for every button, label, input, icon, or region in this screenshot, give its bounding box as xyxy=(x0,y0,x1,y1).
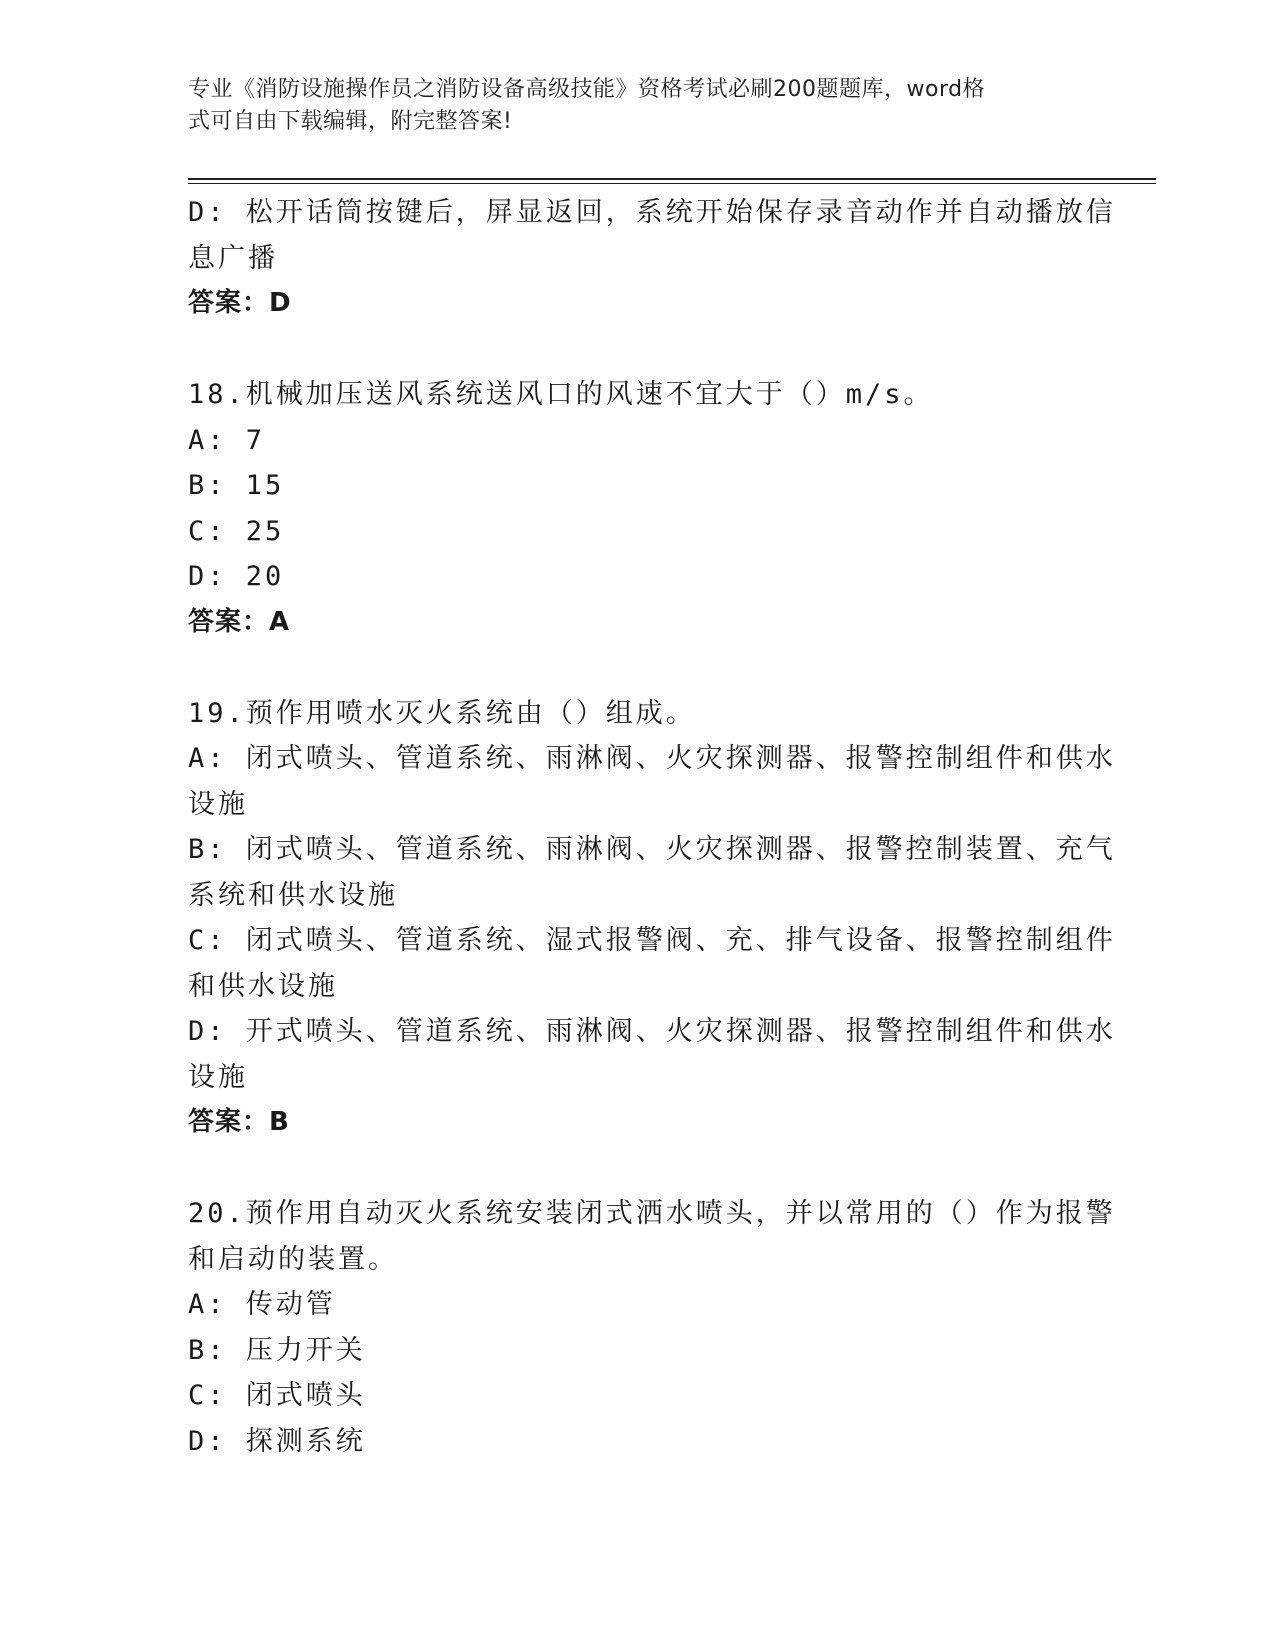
question-19 xyxy=(188,691,1116,1146)
option-c: C: 25 xyxy=(188,515,285,547)
option-c: C: 闭式喷头 xyxy=(188,1380,366,1411)
option-d: D: 20 xyxy=(188,561,285,592)
question-stem-line-1: 20.预作用自动灭火系统安装闭式洒水喷头，并以常用的（）作为报警 xyxy=(188,1198,1116,1229)
header-line-1: 专业《消防设施操作员之消防设备高级技能》资格考试必刷200题题库，word格 xyxy=(188,77,986,102)
option-b: B: 压力开关 xyxy=(188,1334,366,1366)
option-a-line-1: A: 闭式喷头、管道系统、雨淋阀、火灾探测器、报警控制组件和供水 xyxy=(188,743,1116,774)
question-20 xyxy=(188,1191,1116,1464)
option-b-line-2: 系统和供水设施 xyxy=(188,879,398,911)
option-b: B: 15 xyxy=(188,470,285,501)
header-line-2: 式可自由下载编辑，附完整答案! xyxy=(188,109,513,134)
answer-label: 答案：B xyxy=(188,1107,290,1137)
answer-label: 答案：D xyxy=(188,288,292,318)
option-d: D: 探测系统 xyxy=(188,1425,366,1457)
option-d-line-2: 设施 xyxy=(188,1061,248,1093)
option-b-line-1: B: 闭式喷头、管道系统、雨淋阀、火灾探测器、报警控制装置、充气 xyxy=(188,834,1116,865)
question-spacer xyxy=(188,1146,1068,1192)
header-divider-thick xyxy=(188,178,1156,180)
option-c-line-1: C: 闭式喷头、管道系统、湿式报警阀、充、排气设备、报警控制组件 xyxy=(188,925,1116,956)
option-d-line-1: D: 开式喷头、管道系统、雨淋阀、火灾探测器、报警控制组件和供水 xyxy=(188,1016,1116,1047)
option-d-line-1: D: 松开话筒按键后，屏显返回，系统开始保存录音动作并自动播放信 xyxy=(188,197,1116,228)
question-stem: 19.预作用喷水灭火系统由（）组成。 xyxy=(188,697,696,729)
question-stem-line-2: 和启动的装置。 xyxy=(188,1243,398,1275)
question-18 xyxy=(188,372,1068,645)
option-c-line-2: 和供水设施 xyxy=(188,970,338,1002)
document-header xyxy=(188,74,1068,138)
question-stem: 18.机械加压送风系统送风口的风速不宜大于（）m/s。 xyxy=(188,379,934,410)
option-d-line-2: 息广播 xyxy=(188,242,278,274)
question-spacer xyxy=(188,645,1068,691)
option-a: A: 7 xyxy=(188,424,266,456)
option-a: A: 传动管 xyxy=(188,1289,336,1320)
answer-label: 答案：A xyxy=(188,606,291,637)
option-a-line-2: 设施 xyxy=(188,788,248,820)
header-divider-thin xyxy=(188,183,1156,184)
question-spacer xyxy=(188,327,1068,373)
question-17-tail xyxy=(188,190,1116,327)
question-list xyxy=(188,190,1116,1464)
